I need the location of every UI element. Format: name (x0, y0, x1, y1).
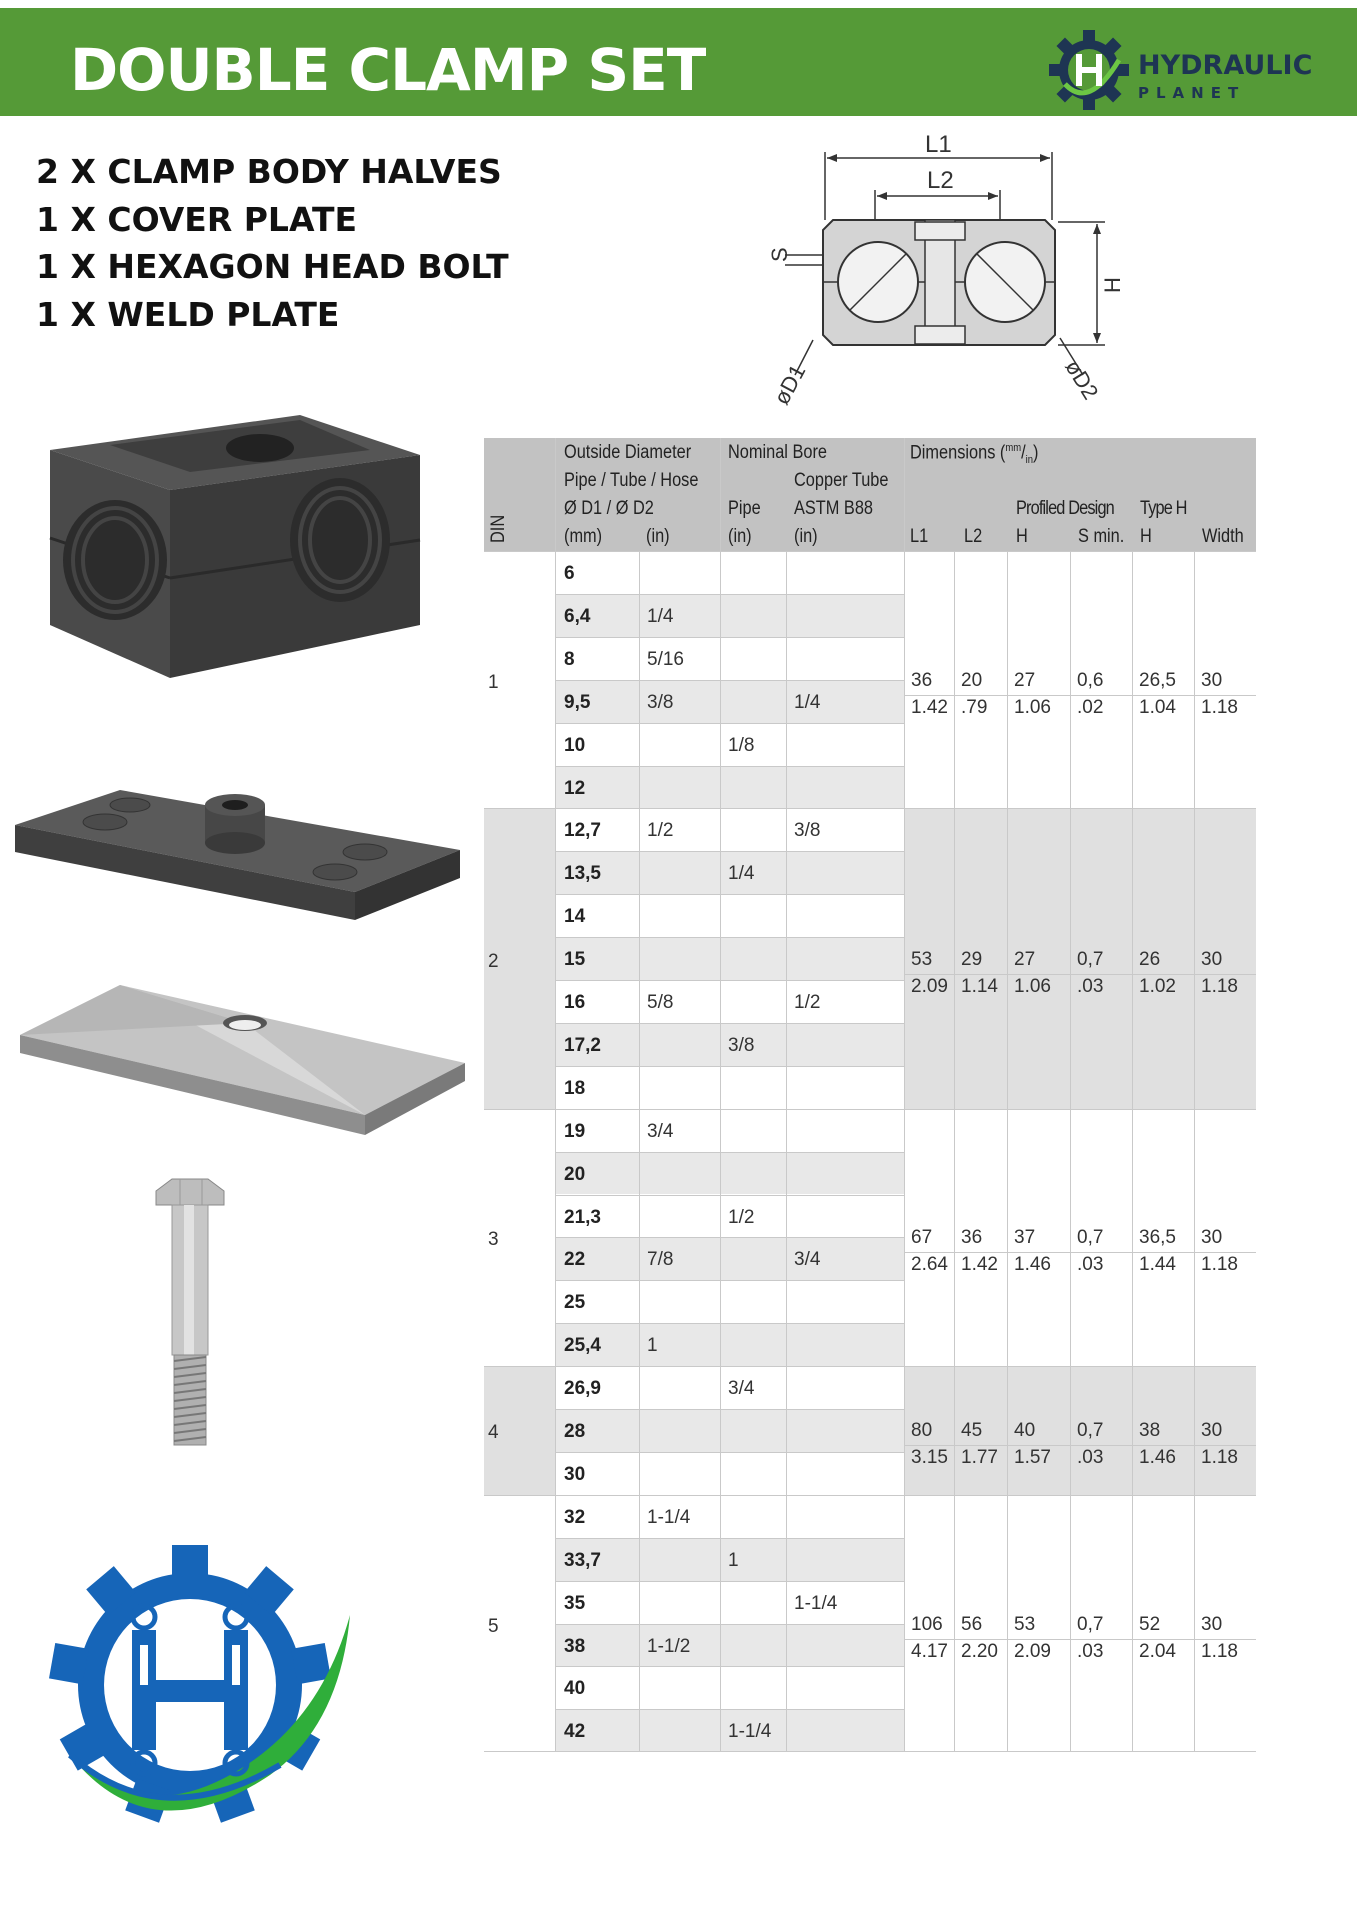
unit-separator: / (1021, 442, 1026, 464)
table-row (555, 937, 904, 980)
dimension-label: øD2 (1060, 355, 1104, 404)
table-row (555, 1495, 904, 1538)
cell-diameter-mm: 30 (564, 1463, 586, 1485)
cell-pipe-bore: 1/4 (728, 863, 755, 885)
header-pipe: Pipe (728, 498, 761, 519)
cell-l1-in: 1.42 (911, 696, 948, 718)
header-nominal-bore: Nominal Bore (728, 442, 827, 463)
cell-diameter-in: 7/8 (647, 1249, 674, 1271)
cell-diameter-mm: 9,5 (564, 691, 591, 713)
cell-din: 2 (488, 950, 499, 972)
dimension-label: øD1 (768, 360, 811, 409)
header-width: Width (1202, 526, 1244, 547)
table-row-divider (555, 851, 904, 852)
cell-diameter-in: 1-1/4 (647, 1506, 691, 1528)
table-row-divider (555, 1152, 904, 1153)
cell-diameter-mm: 28 (564, 1421, 586, 1442)
header-unit-mm: (mm) (564, 526, 603, 547)
table-row-divider (555, 1280, 904, 1281)
header-dimensions (910, 442, 1038, 466)
header-l1: L1 (910, 526, 929, 547)
column-divider (786, 551, 787, 1752)
cell-diameter-in: 1 (647, 1335, 658, 1357)
cell-diameter-in: 5/16 (647, 648, 684, 670)
cell-l1-mm: 80 (911, 1420, 933, 1442)
cell-l1-in: 2.64 (911, 1254, 948, 1276)
column-divider (904, 438, 905, 1752)
cell-pipe-bore: 1/2 (728, 1206, 755, 1228)
cell-copper-tube: 1-1/4 (794, 1592, 838, 1614)
cell-th-mm: 26 (1139, 948, 1161, 970)
header-din: DIN (488, 514, 509, 543)
list-item: 1 X COVER PLATE (36, 199, 357, 239)
cell-s-in: .02 (1077, 696, 1104, 718)
dimensions-label: Dimensions ( (910, 442, 1006, 464)
table-row (555, 1237, 904, 1280)
dimension-unit-divider (904, 1252, 1256, 1253)
brand-name: HYDRAULIC (1138, 50, 1313, 81)
unit-close: ) (1033, 442, 1039, 464)
table-row-divider (555, 1023, 904, 1024)
cell-pipe-bore: 1 (728, 1549, 739, 1571)
dimension-unit-divider (904, 1445, 1256, 1446)
cell-th-in: 1.02 (1139, 975, 1176, 997)
cell-s-in: .03 (1077, 1640, 1104, 1662)
cell-s-mm: 0,7 (1077, 1420, 1104, 1442)
dimension-label: L2 (927, 167, 954, 194)
cell-diameter-mm: 35 (564, 1592, 586, 1614)
table-row (555, 980, 904, 1023)
hydraulic-planet-logo (40, 1535, 350, 1835)
table-row-divider (555, 1452, 904, 1453)
cell-diameter-mm: 38 (564, 1635, 586, 1657)
cell-s-in: .03 (1077, 1447, 1104, 1469)
cell-l1-in: 4.17 (911, 1640, 948, 1662)
header-astm: ASTM B88 (794, 498, 874, 519)
group-divider (484, 551, 1256, 552)
cell-diameter-mm: 12 (564, 777, 586, 799)
cell-s-in: .03 (1077, 1254, 1104, 1276)
cell-h-in: 1.57 (1014, 1447, 1051, 1469)
cell-pipe-bore: 1-1/4 (728, 1721, 772, 1743)
dimension-label: S (767, 247, 792, 262)
table-row (555, 808, 904, 851)
column-divider (639, 551, 640, 1752)
group-divider (484, 1109, 1256, 1110)
cell-w-mm: 30 (1201, 669, 1223, 691)
cell-th-mm: 26,5 (1139, 669, 1176, 691)
cell-diameter-mm: 16 (564, 992, 586, 1013)
table-row-divider (555, 1195, 904, 1196)
unit-in: in (1025, 454, 1034, 467)
cell-diameter-mm: 21,3 (564, 1206, 601, 1228)
cell-diameter-mm: 15 (564, 949, 586, 971)
cell-l2-in: 1.14 (961, 975, 998, 997)
title-banner (0, 8, 1357, 116)
cell-diameter-mm: 26,9 (564, 1378, 601, 1400)
cell-diameter-mm: 10 (564, 734, 586, 756)
list-item: 1 X WELD PLATE (36, 294, 340, 334)
header-pipe-tube-hose: Pipe / Tube / Hose (564, 470, 699, 491)
table-row (555, 1409, 904, 1452)
header-s-min: S min. (1078, 526, 1125, 547)
cell-h-in: 1.06 (1014, 975, 1051, 997)
cell-w-in: 1.18 (1201, 1447, 1238, 1469)
cell-h-mm: 53 (1014, 1613, 1036, 1635)
cell-diameter-mm: 22 (564, 1249, 586, 1271)
cell-th-mm: 36,5 (1139, 1227, 1176, 1249)
cell-pipe-bore: 3/4 (728, 1378, 755, 1400)
unit-mm: mm (1005, 442, 1022, 454)
cell-diameter-mm: 8 (564, 648, 575, 670)
table-row-divider (555, 1709, 904, 1710)
column-divider (954, 551, 955, 1752)
cell-h-mm: 40 (1014, 1420, 1036, 1442)
cell-th-in: 1.46 (1139, 1447, 1176, 1469)
brand-gear-icon (1047, 28, 1131, 112)
page-title: DOUBLE CLAMP SET (70, 36, 706, 104)
cell-l2-in: .79 (961, 696, 988, 718)
table-row-divider (555, 637, 904, 638)
specification-table (484, 438, 1256, 1752)
cell-diameter-mm: 33,7 (564, 1549, 601, 1571)
cell-copper-tube: 1/2 (794, 992, 821, 1013)
table-row-divider (555, 1624, 904, 1625)
cell-l2-mm: 29 (961, 948, 983, 970)
cell-copper-tube: 3/4 (794, 1249, 821, 1271)
weld-plate-illustration (15, 975, 465, 1150)
cell-s-mm: 0,7 (1077, 1613, 1104, 1635)
table-row (555, 1581, 904, 1624)
cell-w-in: 1.18 (1201, 1254, 1238, 1276)
table-row-divider (555, 937, 904, 938)
header-h: H (1016, 526, 1028, 547)
cell-din: 4 (488, 1422, 499, 1444)
cell-diameter-mm: 14 (564, 906, 586, 928)
cell-th-mm: 52 (1139, 1613, 1161, 1635)
cell-din: 1 (488, 671, 499, 693)
table-row-divider (555, 1666, 904, 1667)
column-divider (720, 438, 721, 1752)
cell-diameter-mm: 25 (564, 1292, 586, 1314)
header-profiled-design: Profiled Design (1016, 498, 1114, 519)
header-l2: L2 (964, 526, 983, 547)
header-outside-diameter: Outside Diameter (564, 442, 692, 463)
cell-s-mm: 0,7 (1077, 1227, 1104, 1249)
cell-w-mm: 30 (1201, 1420, 1223, 1442)
cell-h-mm: 27 (1014, 948, 1036, 970)
column-divider (1070, 551, 1071, 1752)
hexagon-head-bolt-illustration (150, 1175, 230, 1450)
cell-w-mm: 30 (1201, 948, 1223, 970)
table-row-divider (555, 680, 904, 681)
header-pipe-unit: (in) (728, 526, 752, 547)
cell-th-in: 1.04 (1139, 696, 1176, 718)
cell-l2-in: 2.20 (961, 1640, 998, 1662)
table-row (555, 637, 904, 680)
table-row (555, 1323, 904, 1366)
header-copper-tube: Copper Tube (794, 470, 889, 491)
cell-diameter-in: 1/2 (647, 820, 674, 842)
cell-l2-mm: 36 (961, 1227, 983, 1249)
clamp-body-illustration (40, 410, 460, 680)
cell-w-in: 1.18 (1201, 975, 1238, 997)
cell-din: 3 (488, 1229, 499, 1251)
cell-diameter-mm: 12,7 (564, 820, 601, 842)
cell-h-in: 2.09 (1014, 1640, 1051, 1662)
cell-diameter-mm: 42 (564, 1721, 586, 1743)
cell-diameter-in: 1/4 (647, 605, 674, 627)
table-row-divider (555, 1409, 904, 1410)
cell-h-mm: 27 (1014, 669, 1036, 691)
cell-h-in: 1.46 (1014, 1254, 1051, 1276)
cell-copper-tube: 1/4 (794, 691, 821, 713)
cell-w-mm: 30 (1201, 1613, 1223, 1635)
cell-diameter-mm: 17,2 (564, 1034, 601, 1056)
table-row (555, 894, 904, 937)
cell-l1-mm: 53 (911, 948, 933, 970)
list-item: 2 X CLAMP BODY HALVES (36, 152, 502, 191)
cell-l2-mm: 56 (961, 1613, 983, 1635)
group-divider (484, 808, 1256, 809)
dimension-unit-divider (904, 695, 1256, 696)
cell-h-in: 1.06 (1014, 696, 1051, 718)
table-row (555, 1152, 904, 1195)
cell-diameter-mm: 32 (564, 1506, 586, 1528)
cell-diameter-mm: 19 (564, 1120, 586, 1142)
cell-diameter-mm: 40 (564, 1678, 586, 1700)
table-row (555, 766, 904, 809)
cell-l1-in: 2.09 (911, 975, 948, 997)
table-row-divider (555, 594, 904, 595)
dimension-label: L1 (925, 131, 952, 158)
cell-s-mm: 0,6 (1077, 669, 1104, 691)
cell-w-mm: 30 (1201, 1227, 1223, 1249)
cell-l2-mm: 20 (961, 669, 983, 691)
cell-diameter-mm: 13,5 (564, 863, 601, 885)
cell-w-in: 1.18 (1201, 1640, 1238, 1662)
cell-s-mm: 0,7 (1077, 948, 1104, 970)
cell-th-in: 1.44 (1139, 1254, 1176, 1276)
cell-s-in: .03 (1077, 975, 1104, 997)
table-row (555, 1280, 904, 1323)
column-divider (555, 438, 556, 1752)
cell-din: 5 (488, 1615, 499, 1637)
table-row (555, 1624, 904, 1667)
table-row (555, 1066, 904, 1109)
cell-l1-mm: 67 (911, 1227, 933, 1249)
header-unit-in: (in) (646, 526, 670, 547)
table-bottom-border (484, 1751, 1256, 1752)
table-row-divider (555, 723, 904, 724)
cell-l1-in: 3.15 (911, 1447, 948, 1469)
cell-diameter-in: 5/8 (647, 992, 674, 1013)
table-row-divider (555, 1323, 904, 1324)
column-divider (1194, 551, 1195, 1752)
column-divider (1132, 551, 1133, 1752)
table-row-divider (555, 1538, 904, 1539)
cell-l2-mm: 45 (961, 1420, 983, 1442)
cell-diameter-mm: 6 (564, 563, 575, 584)
group-divider (484, 1495, 1256, 1496)
table-row (555, 594, 904, 637)
table-row (555, 1666, 904, 1709)
table-row-divider (555, 1581, 904, 1582)
table-row-divider (555, 894, 904, 895)
clamp-dimension-diagram (755, 130, 1125, 410)
table-row-divider (555, 1237, 904, 1238)
header-type-h-h: H (1140, 526, 1152, 547)
table-row-divider (555, 980, 904, 981)
cell-l1-mm: 36 (911, 669, 933, 691)
cell-diameter-in: 3/8 (647, 691, 674, 713)
cell-w-in: 1.18 (1201, 696, 1238, 718)
table-row-divider (555, 766, 904, 767)
dimension-unit-divider (904, 974, 1256, 975)
table-row (555, 1109, 904, 1152)
group-divider (484, 1366, 1256, 1367)
cell-l2-in: 1.42 (961, 1254, 998, 1276)
list-item: 1 X HEXAGON HEAD BOLT (36, 247, 509, 286)
header-type-h: Type H (1140, 498, 1187, 519)
column-divider (1007, 551, 1008, 1752)
cell-diameter-mm: 18 (564, 1077, 586, 1099)
table-row (555, 680, 904, 723)
table-row-divider (555, 1066, 904, 1067)
cell-th-in: 2.04 (1139, 1640, 1176, 1662)
dimension-unit-divider (904, 1639, 1256, 1640)
cell-pipe-bore: 3/8 (728, 1034, 755, 1056)
cell-diameter-in: 3/4 (647, 1120, 674, 1142)
cell-copper-tube: 3/8 (794, 820, 821, 842)
header-copper-unit: (in) (794, 526, 818, 547)
cover-plate-illustration (10, 780, 460, 930)
header-diameter-symbol: Ø D1 / Ø D2 (564, 498, 654, 519)
table-row (555, 551, 904, 594)
set-contents-list (36, 148, 509, 338)
cell-diameter-mm: 20 (564, 1163, 586, 1185)
cell-l2-in: 1.77 (961, 1447, 998, 1469)
dimension-label: H (1100, 277, 1125, 293)
cell-diameter-in: 1-1/2 (647, 1635, 691, 1657)
table-row (555, 1452, 904, 1495)
cell-diameter-mm: 25,4 (564, 1335, 601, 1357)
cell-th-mm: 38 (1139, 1420, 1161, 1442)
cell-h-mm: 37 (1014, 1227, 1036, 1249)
cell-pipe-bore: 1/8 (728, 734, 755, 756)
cell-l1-mm: 106 (911, 1613, 943, 1635)
brand-subtitle: PLANET (1138, 84, 1246, 102)
cell-diameter-mm: 6,4 (564, 605, 591, 627)
